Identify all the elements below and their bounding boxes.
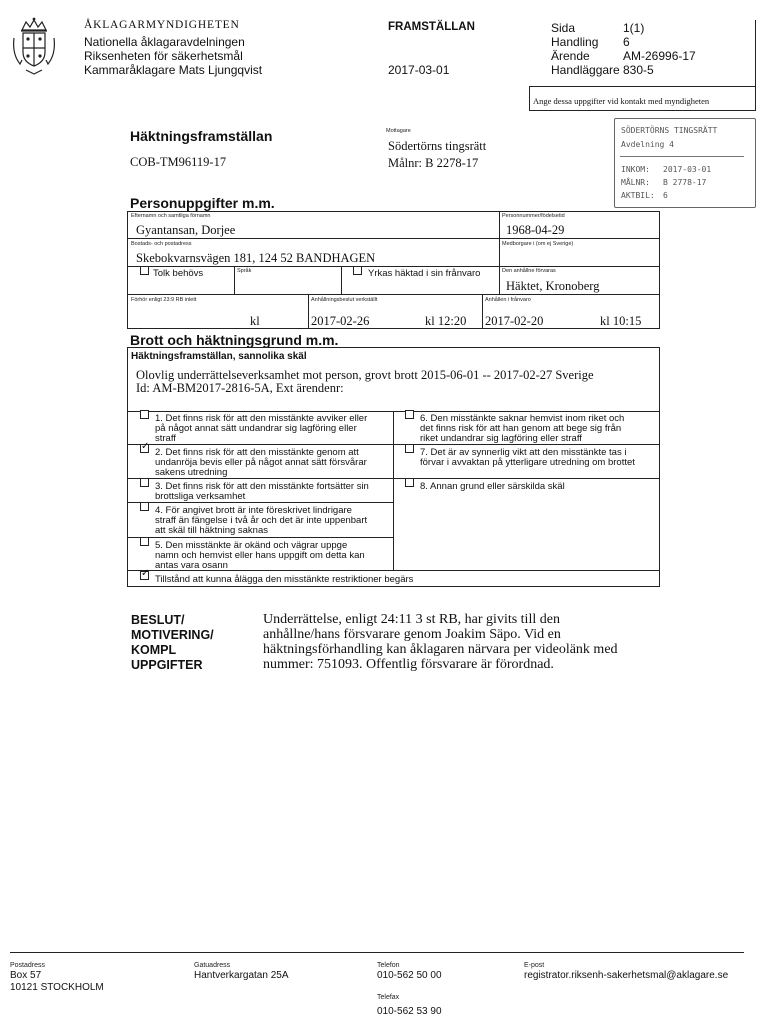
person-col-line-4: [499, 266, 500, 294]
person-row-line-1: [127, 238, 660, 239]
ground-7-line-2: förvar i avvaktan på ytterligare utredning om brottet: [420, 457, 635, 468]
franvaro-checkbox[interactable]: [353, 266, 362, 275]
stamp-malnr-label: MÅLNR:: [621, 178, 650, 187]
ground-4-line-2: straff än fängelse i två år och det är inte uppenbart: [155, 515, 368, 526]
ground-2-line-1: 2. Det finns risk för att den misstänkte genom att: [155, 447, 359, 458]
ground-2-line-3: sakens utredning: [155, 467, 228, 478]
stamp-inkom-label: INKOM:: [621, 165, 650, 174]
ground-1-line-3: straff: [155, 433, 176, 444]
grounds-section-title: Brott och häktningsgrund m.m.: [130, 332, 339, 348]
postadress-line-1: Box 57: [10, 970, 42, 981]
ground-5-line-2: namn och hemvist eller hans uppgift om detta kan: [155, 550, 365, 561]
ground-1-checkbox[interactable]: [140, 410, 149, 419]
stamp-aktbil-value: 6: [663, 191, 668, 200]
anhallningsbeslut-label: Anhållningsbeslut verkställt: [311, 297, 378, 303]
stamp-divider: [620, 156, 744, 157]
ground-5-line-3: antas vara osann: [155, 560, 228, 571]
sida-label: Sida: [551, 21, 576, 35]
grounds-subtitle: Häktningsframställan, sannolika skäl: [131, 351, 307, 362]
decision-label-3: KOMPL: [131, 643, 177, 657]
franvaro-anhallen-time: kl 10:15: [600, 314, 642, 328]
anhallningsbeslut-date: 2017-02-26: [311, 314, 370, 328]
gatuadress-label: Gatuadress: [194, 962, 231, 969]
ground-3-checkbox[interactable]: [140, 478, 149, 487]
agency-logo-icon: [8, 16, 60, 78]
ground-3-line-1: 3. Det finns risk för att den misstänkte fortsätter sin: [155, 481, 369, 492]
ground-2-checkbox[interactable]: ✓: [141, 441, 150, 452]
name-value: Gyantansan, Dorjee: [136, 223, 236, 237]
ground-6-line-2: det finns risk för att han genom att bege sig från: [420, 423, 622, 434]
footer-divider: [10, 952, 744, 953]
crime-id: Id: AM-BM2017-2816-5A, Ext ärendenr:: [136, 381, 344, 395]
ground-2-line-2: undanröja bevis eller på något annat sätt försvårar: [155, 457, 367, 468]
contact-box-left: [529, 86, 530, 110]
stamp-aktbil-label: AKTBIL:: [621, 191, 655, 200]
stamp-inkom-value: 2017-03-01: [663, 165, 712, 174]
anhallningsbeslut-time: kl 12:20: [425, 314, 467, 328]
sprak-label: Språk: [237, 268, 252, 274]
ground-1-line-1: 1. Det finns risk för att den misstänkte avviker eller: [155, 413, 368, 424]
ground-5-line-1: 5. Den misstänkte är okänd och vägrar uppge: [155, 540, 348, 551]
epost-value[interactable]: registrator.riksenh-sakerhetsmal@aklagare.se: [524, 970, 729, 981]
person-col-line-2: [234, 266, 235, 294]
telefon-value: 010-562 50 00: [377, 970, 442, 981]
postadress-line-2: 10121 STOCKHOLM: [10, 982, 104, 993]
decision-label-2: MOTIVERING/: [131, 628, 214, 642]
document-type: FRAMSTÄLLAN: [388, 21, 475, 33]
handling-label: Handling: [551, 35, 599, 49]
ground-4-line-1: 4. För angivet brott är inte föreskrivet lindrigare: [155, 505, 352, 516]
telefax-value: 010-562 53 90: [377, 1006, 442, 1017]
prosecutor-name: Kammaråklagare Mats Ljungqvist: [84, 63, 263, 77]
mottagare-label: Mottagare: [386, 128, 411, 134]
arende-label: Ärende: [551, 49, 590, 63]
postadress-label: Postadress: [10, 962, 46, 969]
grounds-row-line-5: [127, 537, 393, 538]
franvaro-anhallen-label: Anhållen i frånvaro: [485, 297, 531, 303]
ground-8-line-1: 8. Annan grund eller särskilda skäl: [420, 481, 565, 492]
decision-text-1: Underrättelse, enligt 24:11 3 st RB, har givits till den: [263, 612, 560, 627]
pnr-value: 1968-04-29: [506, 223, 565, 237]
decision-text-4: nummer: 751093. Offentlig försvarare är förordnad.: [263, 657, 554, 672]
person-row-line-2: [127, 266, 660, 267]
grounds-row-line-4: [127, 502, 393, 503]
forvaras-label: Den anhållne förvaras: [502, 268, 556, 274]
ground-7-line-1: 7. Det är av synnerlig vikt att den misstänkte tas i: [420, 447, 627, 458]
ground-6-line-1: 6. Den misstänkte saknar hemvist inom riket och: [420, 413, 625, 424]
crime-description: Olovlig underrättelseverksamhet mot person, grovt brott 2015-06-01 -- 2017-02-27 Sverige: [136, 368, 594, 382]
court-name: Södertörns tingsrätt: [388, 139, 487, 153]
decision-label-4: UPPGIFTER: [131, 658, 203, 672]
contact-box-top: [529, 86, 756, 87]
person-col-line-6: [482, 294, 483, 329]
ground-4-line-3: att skäl till häktning saknas: [155, 525, 269, 536]
gatuadress-value: Hantverkargatan 25A: [194, 970, 289, 981]
ground-6-checkbox[interactable]: [405, 410, 414, 419]
person-col-line-1: [499, 211, 500, 266]
form-title: Häktningsframställan: [130, 128, 273, 144]
restrictions-label: Tillstånd att kunna ålägga den misstänkte restriktioner begärs: [155, 574, 414, 585]
agency-department: Riksenheten för säkerhetsmål: [84, 49, 243, 63]
header-divider: [529, 110, 756, 111]
telefon-label: Telefon: [377, 962, 400, 969]
forvaras-value: Häktet, Kronoberg: [506, 279, 600, 293]
address-label: Bostads- och postadress: [131, 241, 192, 247]
ground-3-line-2: brottsliga verksamhet: [155, 491, 246, 502]
tolk-checkbox[interactable]: [140, 266, 149, 275]
document-date: 2017-03-01: [388, 63, 450, 77]
sida-value: 1(1): [623, 21, 645, 35]
ground-6-line-3: riket undandrar sig lagföring eller straff: [420, 433, 582, 444]
decision-text-3: häktningsförhandling kan åklagaren närvara per videolänk med: [263, 642, 618, 657]
tolk-label: Tolk behövs: [153, 268, 204, 279]
ground-8-checkbox[interactable]: [405, 478, 414, 487]
contact-note: Ange dessa uppgifter vid kontakt med myndigheten: [533, 96, 710, 106]
name-label: Efternamn och samtliga förnamn: [131, 213, 211, 219]
agency-name: ÅKLAGARMYNDIGHETEN: [84, 19, 240, 31]
person-col-line-3: [341, 266, 342, 294]
form-reference: COB-TM96119-17: [130, 155, 227, 169]
handling-value: 6: [623, 35, 630, 49]
decision-label-1: BESLUT/: [131, 613, 185, 627]
ground-4-checkbox[interactable]: [140, 502, 149, 511]
ground-5-checkbox[interactable]: [140, 537, 149, 546]
restrictions-checkbox[interactable]: ✓: [141, 568, 150, 579]
person-col-line-5: [308, 294, 309, 329]
court-received-stamp: [614, 118, 756, 208]
person-row-line-3: [127, 294, 660, 295]
decision-text-2: anhållne/hans försvarare genom Joakim Säpo. Vid en: [263, 627, 561, 642]
franvaro-anhallen-date: 2017-02-20: [485, 314, 544, 328]
citizenship-label: Medborgare i (om ej Sverige): [502, 241, 574, 247]
forhor-time: kl: [250, 314, 260, 328]
court-case-number: Målnr: B 2278-17: [388, 156, 479, 170]
stamp-division: Avdelning 4: [621, 140, 674, 149]
telefax-label: Telefax: [377, 994, 400, 1001]
grounds-col-line: [393, 411, 394, 570]
ground-1-line-2: på något annat sätt undandrar sig lagföring eller: [155, 423, 357, 434]
address-value: Skebokvarnsvägen 181, 124 52 BANDHAGEN: [136, 251, 376, 265]
arende-value: AM-26996-17: [623, 49, 696, 63]
franvaro-label: Yrkas häktad i sin frånvaro: [368, 268, 481, 279]
contact-box-right: [755, 20, 756, 110]
stamp-malnr-value: B 2778-17: [663, 178, 707, 187]
agency-unit: Nationella åklagaravdelningen: [84, 35, 245, 49]
person-section-title: Personuppgifter m.m.: [130, 195, 275, 211]
stamp-court: SÖDERTÖRNS TINGSRÄTT: [621, 126, 718, 135]
ground-7-checkbox[interactable]: [405, 444, 414, 453]
handlaggare-value: 830-5: [623, 63, 654, 77]
handlaggare-label: Handläggare: [551, 63, 620, 77]
pnr-label: Personnummer/födelsetid: [502, 213, 565, 219]
epost-label: E-post: [524, 962, 545, 969]
forhor-label: Förhör enligt 23:9 RB inlett: [131, 297, 197, 303]
